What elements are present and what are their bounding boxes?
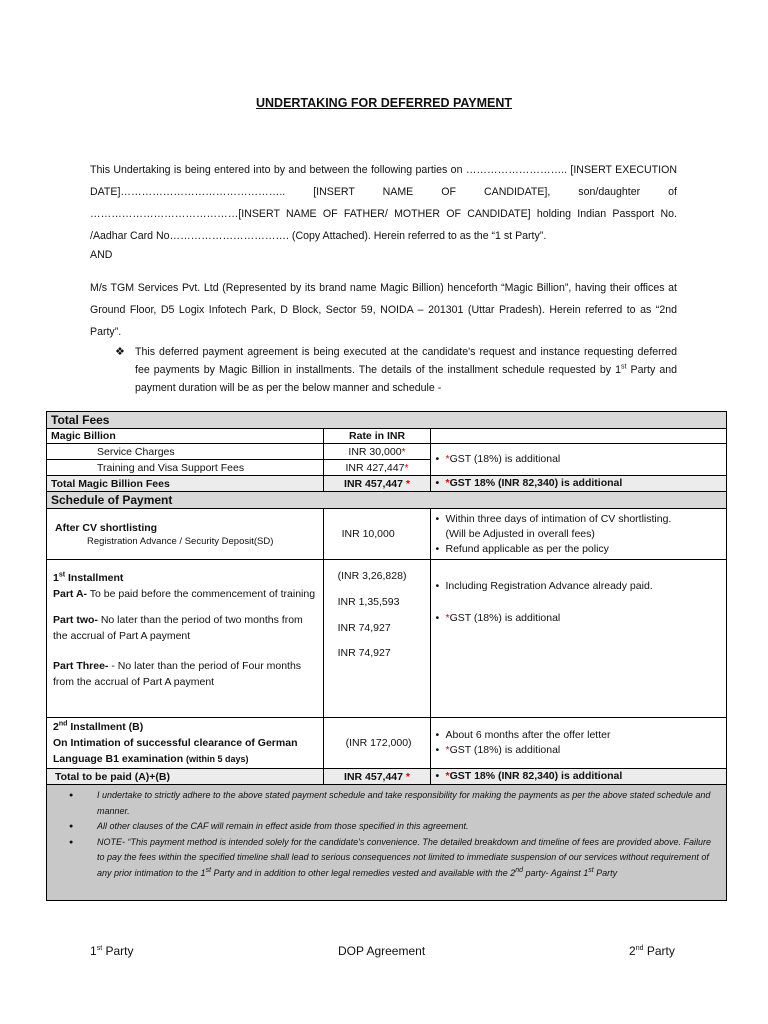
gst-total-note: • *GST 18% (INR 82,340) is additional <box>431 476 727 492</box>
first-installment-note-1: • Including Registration Advance already paid. <box>435 579 722 594</box>
part-three-value: INR 74,927 <box>337 647 391 659</box>
document-title: UNDERTAKING FOR DEFERRED PAYMENT <box>255 96 513 110</box>
total-paid-label: Total to be paid (A)+(B) <box>47 769 324 785</box>
second-installment-notes: • About 6 months after the offer letter • *GST (18%) is additional <box>431 718 727 769</box>
part-a-value: INR 1,35,593 <box>337 596 400 608</box>
footer-dop-agreement: DOP Agreement <box>338 944 426 958</box>
after-cv-label: After CV shortlisting <box>55 521 158 534</box>
schedule-header: Schedule of Payment <box>47 492 727 509</box>
total-magic-billion-label: Total Magic Billion Fees <box>47 476 324 492</box>
notes-cell <box>47 785 727 901</box>
agreement-bullet-text: This deferred payment agreement is being executed at the candidate's request and instance requesting deferred fee payments by Magic Billion in installments. The details of the installment schedule requested by 1st Party and payment duration will be as per the below manner and schedule - <box>135 346 677 394</box>
first-installment-total: (INR 3,26,828) <box>337 570 407 582</box>
parties-paragraph: This Undertaking is being entered into by and between the following parties on ……………………….. [INSERT EXECUTION DATE]……………………………………….. [INSERT NAME OF CANDIDATE], son/daughter of ……………………………………[INSERT NAME OF FATHER/ MOTHER OF CANDIDATE] holding Indian Passport No. /Aadhar Card No……………………………. (Copy Attached). Herein referred to as the “1 st Party”. <box>90 164 677 242</box>
footer-second-party: 2nd Party <box>629 944 675 958</box>
part-two-text: Part two- No later than the period of two months from the accrual of Part A payment <box>53 614 303 642</box>
total-paid-note: • *GST 18% (INR 82,340) is additional <box>431 769 727 785</box>
second-party-paragraph: M/s TGM Services Pvt. Ltd (Represented by its brand name Magic Billion) henceforth “Magic Billion”, having their offices at Ground Floor, D5 Logix Infotech Park, D Block, Sector 59, NOIDA – 201301 (Uttar Pradesh). Herein referred to as “2nd Party”. <box>90 282 677 338</box>
total-magic-billion-value: INR 457,447 * <box>323 476 431 492</box>
diamond-bullet-icon: ❖ <box>115 346 125 358</box>
note-payment-method: ● NOTE- “This payment method is intended solely for the candidate's convenience. The detailed breakdown and timeline of fees are provided above. Failure to pay the fees within the specified timeline shall lead to serious consequences not limited to immediate suspension of our services without requirement of any prior intimation to the 1st Party and in addition to other legal remedies vested and available with the 2nd party- Against 1st Party <box>67 835 716 882</box>
after-cv-value: INR 10,000 <box>323 509 431 560</box>
part-three-text: Part Three- - No later than the period of Four months from the accrual of Part A payment <box>53 660 302 688</box>
part-two-value: INR 74,927 <box>337 622 391 634</box>
and-label: AND <box>90 249 113 261</box>
note-undertake: ● I undertake to strictly adhere to the above stated payment schedule and take responsibility for making the payments as per the above stated schedule and manner. <box>67 788 716 819</box>
total-paid-value: INR 457,447 * <box>323 769 431 785</box>
rate-header: Rate in INR <box>323 429 431 444</box>
first-installment-note-2: • *GST (18%) is additional <box>435 611 722 626</box>
gst-note-cell: • *GST (18%) is additional <box>431 444 727 476</box>
after-cv-sub: Registration Advance / Security Deposit(SD) <box>87 535 274 547</box>
second-installment-label: 2nd Installment (B) <box>53 720 144 733</box>
part-a-text: Part A- To be paid before the commencement of training <box>53 588 316 600</box>
magic-billion-label: Magic Billion <box>47 429 324 444</box>
fees-table <box>46 411 727 901</box>
training-value: INR 427,447* <box>323 460 431 476</box>
second-installment-text: On Intimation of successful clearance of German Language B1 examination (within 5 days) <box>53 737 298 765</box>
total-fees-header: Total Fees <box>47 412 727 429</box>
second-installment-value: (INR 172,000) <box>323 718 431 769</box>
service-charges-value: INR 30,000* <box>323 444 431 460</box>
after-cv-notes: • Within three days of intimation of CV shortlisting. (Will be Adjusted in overall fees) • Refund applicable as per the policy <box>431 509 727 560</box>
training-label: Training and Visa Support Fees <box>47 460 324 476</box>
footer-first-party: 1st Party <box>90 944 134 958</box>
service-charges-label: Service Charges <box>47 444 324 460</box>
note-caf-clauses: ● All other clauses of the CAF will remain in effect aside from those specified in this agreement. <box>67 819 716 835</box>
first-installment-label: 1st Installment <box>53 571 124 584</box>
